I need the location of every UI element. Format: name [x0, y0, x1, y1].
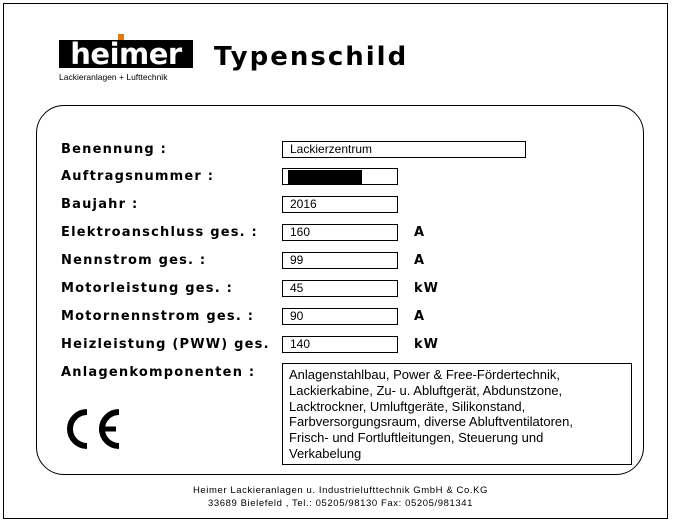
label-benennung: Benennung :: [61, 142, 168, 157]
footer-company: Heimer Lackieranlagen u. Industrielufttechnik GmbH & Co.KG: [192, 485, 489, 496]
field-benennung: Lackierzentrum: [282, 141, 526, 158]
heimer-logo: [59, 34, 199, 86]
unit-motorleistung: kW: [414, 281, 439, 296]
unit-motornennstrom: A: [414, 309, 426, 324]
label-motorleistung: Motorleistung ges. :: [61, 281, 233, 296]
logo-accent-dot: [118, 34, 124, 40]
document-title: Typenschild: [214, 42, 409, 72]
label-baujahr: Baujahr :: [61, 197, 139, 212]
field-heizleistung: 140: [282, 336, 398, 353]
components-textbox: Anlagenstahlbau, Power & Free-Fördertechnik, Lackierkabine, Zu- u. Abluftgerät, Abdunstzone, Lacktrockner, Umluftgeräte, Silikonstand, Farbversorgungsraum, diverse Abluftventilatoren, Frisch- und Fortluftleitungen, Steuerung und Verkabelung: [282, 363, 632, 465]
label-nennstrom: Nennstrom ges. :: [61, 253, 207, 268]
unit-heizleistung: kW: [414, 337, 439, 352]
label-heizleistung: Heizleistung (PWW) ges.: [61, 337, 270, 352]
label-auftragsnummer: Auftragsnummer :: [61, 169, 215, 184]
ce-mark-icon: [61, 406, 125, 452]
field-motornennstrom: 90: [282, 308, 398, 325]
unit-nennstrom: A: [414, 253, 426, 268]
field-elektroanschluss: 160: [282, 224, 398, 241]
logo-tagline: Lackieranlagen + Lufttechnik: [59, 72, 168, 82]
field-auftragsnummer: [282, 168, 398, 185]
field-baujahr: 2016: [282, 196, 398, 213]
field-nennstrom: 99: [282, 252, 398, 269]
footer-address: 33689 Bielefeld , Tel.: 05205/98130 Fax: 05205/981341: [207, 498, 474, 509]
logo-wordmark: heimer: [59, 40, 193, 68]
label-motornennstrom: Motornennstrom ges. :: [61, 309, 255, 324]
label-anlagenkomponenten: Anlagenkomponenten :: [61, 365, 256, 380]
unit-elektroanschluss: A: [414, 225, 426, 240]
type-plate-sheet: [3, 3, 668, 519]
redaction-bar: [288, 170, 362, 184]
field-motorleistung: 45: [282, 280, 398, 297]
label-elektroanschluss: Elektroanschluss ges. :: [61, 225, 258, 240]
